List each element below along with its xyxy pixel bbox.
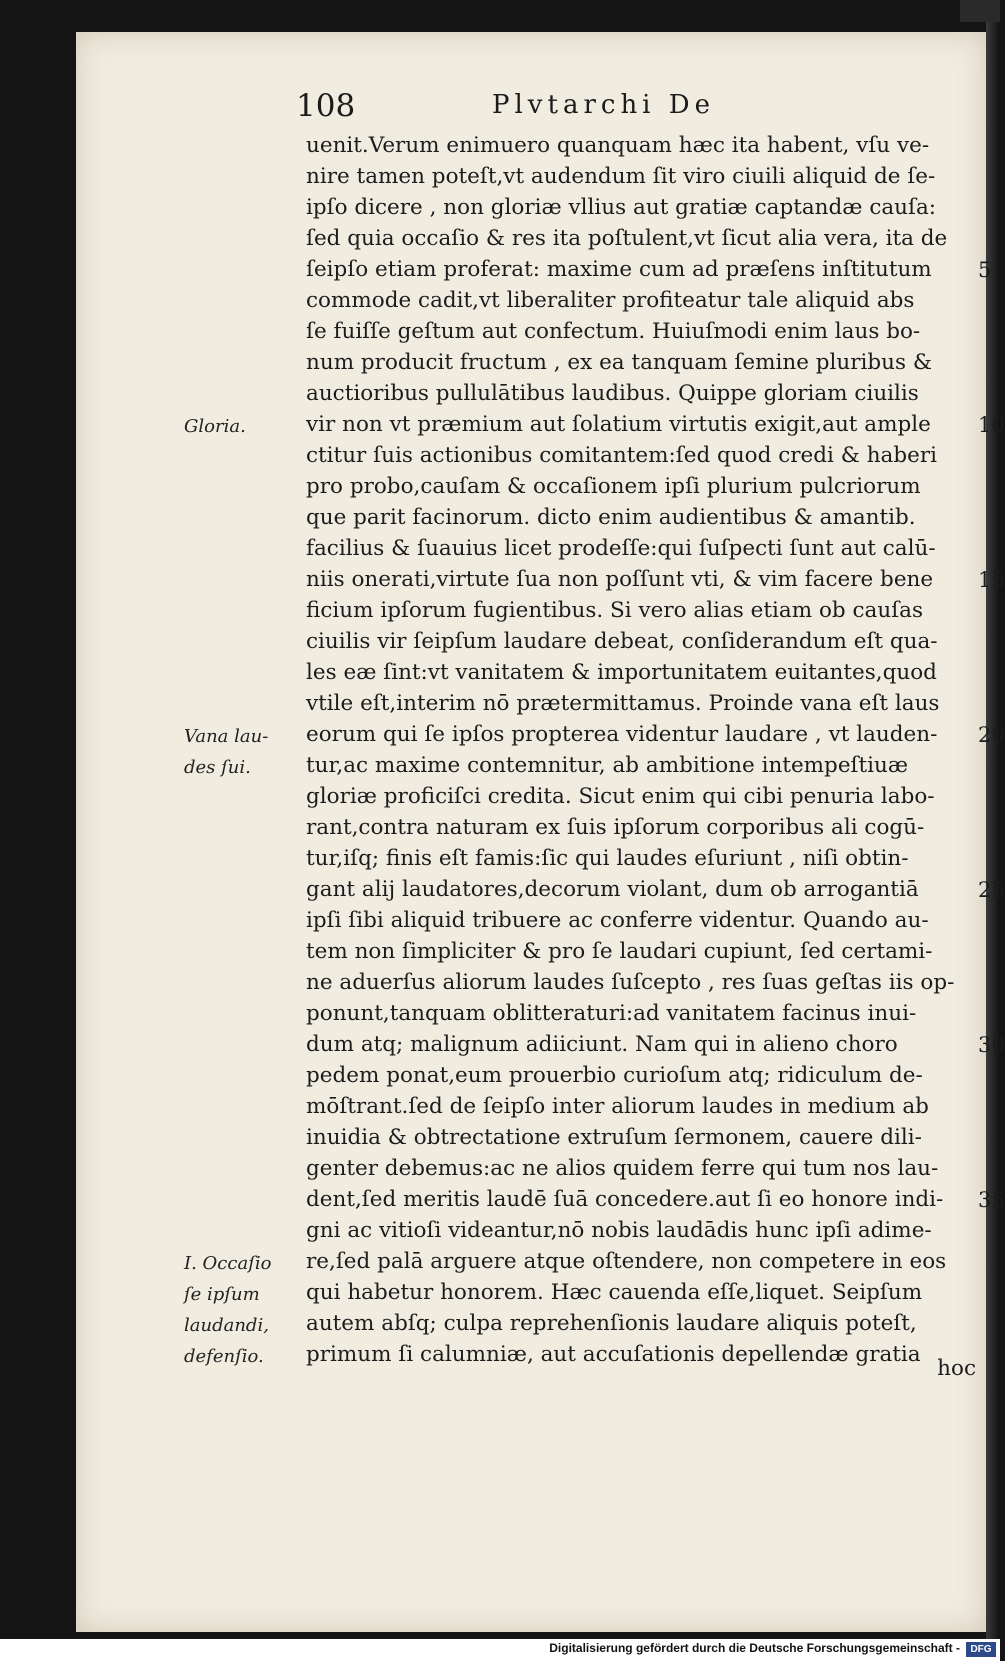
catchword: hoc [937,1356,976,1381]
marginal-note-line: defenſio. [184,1346,264,1367]
text-line: auctioribus pullulātibus laudibus. Quippe gloriam ciuilis [306,381,919,406]
marginal-note [184,411,246,442]
text-line: ſeipſo etiam proferat: maxime cum ad præſens inſtitutum [306,257,932,282]
text-line: ipſo dicere , non gloriæ vllius aut gratiæ captandæ cauſa: [306,195,937,220]
marginal-note-line: des ſui. [184,757,251,778]
text-line: num producit fructum , ex ea tanquam ſemine pluribus & [306,350,933,375]
line-number: 25 [978,878,1005,902]
text-line: dent,ſed meritis laudē ſuā concedere.aut ſi eo honore indi- [306,1187,944,1212]
text-line: primum ſi calumniæ, aut accuſationis depellendæ gratia [306,1342,921,1367]
text-line: ciuilis vir ſeipſum laudare debeat, conſiderandum eſt qua- [306,629,938,654]
line-number: 30 [978,1033,1005,1057]
text-line: gloriæ proficiſci credita. Sicut enim qui cibi penuria labo- [306,784,935,809]
marginal-note-line: laudandi, [184,1315,269,1336]
text-line: dum atq; malignum adiiciunt. Nam qui in alieno choro [306,1032,898,1057]
footer-bar [0,1639,1000,1661]
text-line: gni ac vitioſi videantur,nō nobis laudādis hunc ipſi adime- [306,1218,932,1243]
marginal-note-line: I. Occaſio [184,1253,272,1274]
text-line: commode cadit,vt liberaliter profiteatur tale aliquid abs [306,288,915,313]
text-line: ctitur ſuis actionibus comitantem:ſed quod credi & haberi [306,443,937,468]
text-line: niis onerati,virtute ſua non poſſunt vti, & vim facere bene [306,567,934,592]
text-line: tur,iſq; finis eſt famis:ſic qui laudes eſuriunt , niſi obtin- [306,846,909,871]
running-title: Plvtarchi De [492,90,715,120]
text-line: ipſi ſibi aliquid tribuere ac conferre videntur. Quando au- [306,908,929,933]
main-text [306,130,966,1370]
line-number: 20 [978,723,1005,747]
marginal-note-line: Gloria. [184,416,246,437]
dfg-logo: DFG [966,1642,996,1657]
text-line: rant,contra naturam ex ſuis ipſorum corporibus ali cogū- [306,815,925,840]
marginal-note-line: ſe ipſum [184,1284,260,1305]
text-line: les eæ ſint:vt vanitatem & importunitatem euitantes,quod [306,660,937,685]
scan-corner [960,0,1000,22]
text-line: gant alij laudatores,decorum violant, dum ob arrogantiā [306,877,919,902]
text-line: eorum qui ſe ipſos propterea videntur laudare , vt lauden- [306,722,938,747]
line-number: 10 [978,413,1005,437]
text-line: qui habetur honorem. Hæc cauenda eſſe,liquet. Seipſum [306,1280,923,1305]
text-line: que parit facinorum. dicto enim audientibus & amantib. [306,505,916,530]
text-line: ponunt,tanquam oblitteraturi:ad vanitatem facinus inui- [306,1001,917,1026]
text-line: uenit.Verum enimuero quanquam hæc ita habent, vſu ve- [306,133,930,158]
marginal-note [184,1248,271,1372]
text-line: nire tamen poteſt,vt audendum ſit viro ciuili aliquid de ſe- [306,164,936,189]
text-line: tur,ac maxime contemnitur, ab ambitione intempeſtiuæ [306,753,909,778]
text-line: facilius & ſuauius licet prodeſſe:qui ſuſpecti ſunt aut calū- [306,536,936,561]
text-line: genter debemus:ac ne alios quidem ferre qui tum nos lau- [306,1156,939,1181]
line-number: 15 [978,568,1005,592]
marginal-note [184,721,268,783]
text-line: pedem ponat,eum prouerbio curioſum atq; ridiculum de- [306,1063,923,1088]
text-line: ſed quia occaſio & res ita poſtulent,vt ſicut alia vera, ita de [306,226,948,251]
line-number: 35 [978,1188,1005,1212]
text-line: pro probo,cauſam & occaſionem ipſi plurium pulcriorum [306,474,921,499]
page-number: 108 [296,88,356,124]
text-line: ne aduerſus aliorum laudes ſuſcepto , res ſuas geſtas iis op- [306,970,955,995]
footer-credit: Digitalisierung gefördert durch die Deutsche Forschungsgemeinschaft - [549,1641,960,1655]
text-line: tem non ſimpliciter & pro ſe laudari cupiunt, ſed certami- [306,939,933,964]
text-line: ficium ipſorum fugientibus. Si vero alias etiam ob cauſas [306,598,924,623]
text-line: re,ſed palā arguere atque oſtendere, non competere in eos [306,1249,947,1274]
text-line: ſe fuiſſe geſtum aut confectum. Huiuſmodi enim laus bo- [306,319,921,344]
marginal-note-line: Vana lau- [184,726,269,747]
text-line: autem abſq; culpa reprehenſionis laudare aliquis poteſt, [306,1311,917,1336]
running-head [296,88,816,128]
text-line: vir non vt præmium aut ſolatium virtutis exigit,aut ample [306,412,931,437]
text-line: vtile eſt,interim nō prætermittamus. Proinde vana eſt laus [306,691,940,716]
text-line: mōſtrant.ſed de ſeipſo inter aliorum laudes in medium ab [306,1094,929,1119]
line-number: 5 [978,258,992,282]
text-line: inuidia & obtrectatione extruſum ſermonem, cauere dili- [306,1125,922,1150]
